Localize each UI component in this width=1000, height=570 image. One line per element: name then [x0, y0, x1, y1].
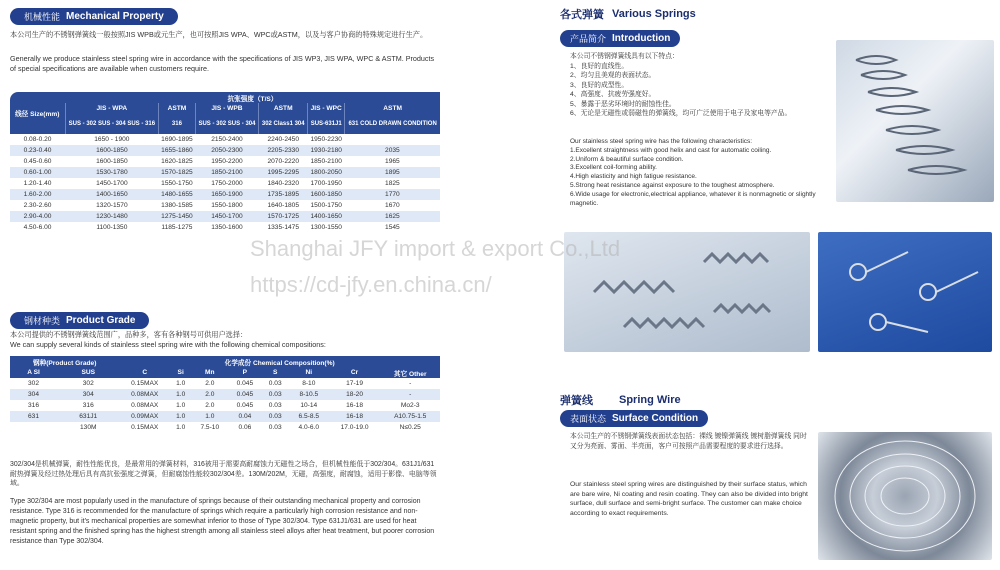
table-cell: 0.60-1.00	[23, 169, 52, 176]
table-cell: 1480-1655	[161, 191, 193, 198]
table-cell: 18-20	[346, 391, 364, 398]
mech-col-h1: JIS - WPC	[308, 103, 345, 114]
table-row	[10, 378, 440, 389]
table-cell: Mo2-3	[400, 402, 420, 409]
wire-para-cn: 本公司生产的不锈钢弹簧线表面状态包括：裸线 镀镍弹簧线 镀树脂弹簧线 同时又分为亮面、雾面、半亮面，客户可按照产品需要程度的要求进行选择。	[570, 433, 807, 450]
table-cell: 631J1	[79, 413, 98, 420]
table-cell: 1600-1850	[310, 191, 342, 198]
table-cell: 17.0-19.0	[340, 424, 369, 431]
table-cell: 1185-1275	[161, 224, 193, 231]
table-cell: 1650-1900	[211, 191, 243, 198]
grade-col-header: SUS	[81, 369, 96, 376]
table-cell: 2050-2300	[211, 147, 243, 154]
wire-coil-photo	[818, 432, 992, 560]
mech-col-h2: SUS - 302 SUS - 304 SUS - 316	[65, 114, 159, 134]
table-cell: 1770	[385, 191, 400, 198]
right-page	[500, 0, 1000, 570]
table-cell: 1950-2200	[211, 158, 243, 165]
surface-cn: 表面状态	[570, 414, 607, 424]
table-cell: 2205-2330	[267, 147, 299, 154]
table-row	[10, 189, 440, 200]
table-row	[10, 167, 440, 178]
grade-col-header: S	[273, 369, 278, 376]
table-cell: 1620-1825	[161, 158, 193, 165]
list-item: 6、无论是无磁性或弱磁性的弹簧线，均可广泛使用于电子及家电等产品。	[570, 110, 792, 117]
mech-col-h1: ASTM	[345, 103, 440, 114]
grade-col-header: Cr	[350, 369, 359, 376]
grade-title	[10, 312, 149, 329]
table-cell: 1655-1860	[161, 147, 193, 154]
table-cell: 1400-1650	[96, 191, 128, 198]
table-cell: 1.0	[176, 402, 186, 409]
table-cell: 16-18	[346, 413, 364, 420]
grade-col-header: Mn	[205, 369, 215, 376]
grade-header: 钢种(Product Grade)	[33, 359, 97, 367]
table-cell: 0.045	[236, 380, 254, 387]
grade-col-header: 其它 Other	[393, 370, 427, 378]
spring-coil-icon	[836, 40, 994, 202]
grade-col-header: A SI	[27, 369, 40, 376]
list-item: 4、高强度、抗疲劳强度好。	[570, 91, 656, 98]
table-cell: 302	[28, 380, 40, 387]
table-cell: 1625	[385, 213, 400, 220]
table-row	[10, 156, 440, 167]
table-cell: 1895	[385, 169, 400, 176]
table-row	[10, 200, 440, 211]
table-cell: 1965	[385, 158, 400, 165]
table-cell: 1350-1600	[211, 224, 243, 231]
features-cn	[570, 52, 830, 119]
list-item: 4.High elasticity and high fatigue resistance.	[570, 173, 697, 181]
table-cell: 1.0	[176, 424, 186, 431]
mech-col-h2: 316	[159, 114, 195, 134]
list-item: 2、均匀且美观的表面状态。	[570, 72, 656, 79]
table-cell: 10-14	[300, 402, 318, 409]
table-cell: 1600-1850	[96, 158, 128, 165]
table-cell: 0.08MAX	[131, 391, 159, 398]
assorted-springs-photo	[564, 232, 810, 352]
list-item: 1.Excellent straightness with good helix and cast for automatic coiling.	[570, 146, 772, 154]
mech-col-h1: ASTM	[259, 103, 308, 114]
table-cell	[10, 422, 57, 433]
torsion-springs-photo	[818, 232, 992, 352]
table-cell: 1.60-2.00	[23, 191, 52, 198]
table-cell: 1.0	[205, 413, 215, 420]
table-cell: 7.5-10	[200, 424, 220, 431]
table-cell: 1570-1825	[161, 169, 193, 176]
mech-col-h2: SUS - 302 SUS - 304	[195, 114, 259, 134]
grade-col-header: C	[142, 369, 148, 376]
table-cell: -	[409, 391, 412, 398]
product-grade-table	[10, 356, 440, 433]
table-cell: A10.75-1.5	[394, 413, 427, 420]
table-cell: 0.08MAX	[131, 402, 159, 409]
table-cell: 16-18	[346, 402, 364, 409]
coil-spring-photo	[836, 40, 994, 202]
table-row	[10, 222, 440, 233]
table-cell: 1335-1475	[267, 224, 299, 231]
table-cell: 2070-2220	[267, 158, 299, 165]
features-en	[570, 138, 830, 208]
table-cell: 1100-1350	[96, 224, 128, 231]
table-cell: 2.0	[205, 391, 215, 398]
grade-col-header: P	[242, 369, 248, 376]
col-size-header: 线径 Size(mm)	[15, 111, 60, 118]
springs-title-en: Various Springs	[612, 8, 696, 20]
grade-col-header: Si	[177, 369, 184, 376]
tensile-strength-header: 抗张强度（T/S）	[227, 95, 278, 103]
table-cell: 1690-1895	[161, 136, 193, 143]
table-cell: 1600-1850	[96, 147, 128, 154]
features-en-header: Our stainless steel spring wire has the following characteristics:	[570, 138, 753, 145]
table-cell: 4.50-6.00	[23, 224, 52, 231]
table-row	[10, 400, 440, 411]
table-row	[10, 422, 440, 433]
table-cell: 316	[82, 402, 94, 409]
grade-note-cn: 302/304是机械弹簧，耐性性能优良，是最常用的弹簧材料，316被用于需要高耐腐蚀力无磁性之场合，但机械性能低于302/304。631J1/631耐热弹簧及经过热处理后具有高抗张强度之弹簧，但耐腐蚀性能较302/304差。130M/202M，无磁，高强度，耐腐蚀，适用于影像、电脑等领域。	[10, 461, 437, 487]
table-cell: 1750-2000	[211, 180, 243, 187]
list-item: 6.Wide usage for electronic,electrical appliance, whatever it is nonmagnetic or slightly magnetic.	[570, 190, 816, 207]
surface-en: Surface Condition	[612, 413, 699, 424]
grade-title-cn: 钢材种类	[24, 316, 61, 326]
table-cell: 0.03	[268, 413, 282, 420]
table-cell: 1670	[385, 202, 400, 209]
table-cell	[345, 134, 440, 145]
table-cell: 2.0	[205, 380, 215, 387]
table-cell: 0.03	[268, 380, 282, 387]
table-row	[10, 134, 440, 145]
table-cell: 316	[28, 402, 40, 409]
table-cell: 1.20-1.40	[23, 180, 52, 187]
mech-para-en: Generally we produce stainless steel spring wire in accordance with the specifications of JIS WP3, JIS WPA, WPC & ASTM. Products of special specifications are available when customers require.	[10, 54, 435, 73]
grade-para-en: We can supply several kinds of stainless steel spring wire with the following chemical compositions:	[10, 340, 326, 349]
mech-col-h1: JIS - WPA	[65, 103, 159, 114]
table-cell: 0.06	[238, 424, 252, 431]
table-cell: 1850-2100	[211, 169, 243, 176]
table-cell: 304	[28, 391, 40, 398]
table-cell: 0.09MAX	[131, 413, 159, 420]
table-cell: 1275-1450	[161, 213, 193, 220]
table-cell: 1380-1585	[161, 202, 193, 209]
list-item: 5.Strong heat resistance against exposure to the toughest atmosphere.	[570, 181, 775, 189]
watermark-url: https://cd-jfy.en.china.cn/	[250, 272, 492, 297]
surface-title	[560, 410, 708, 427]
list-item: 3、良好的成型性。	[570, 81, 629, 89]
mech-title	[10, 8, 178, 25]
table-cell: 0.45-0.60	[23, 158, 52, 165]
table-cell: 1400-1650	[310, 213, 342, 220]
table-cell: N≤0.25	[399, 424, 421, 431]
mech-col-h1: JIS - WPB	[195, 103, 259, 114]
table-cell: 1.0	[176, 413, 186, 420]
table-cell: 0.23-0.40	[23, 147, 52, 154]
table-cell: 1930-2180	[310, 147, 342, 154]
table-cell: 304	[82, 391, 94, 398]
table-cell: 1550-1750	[161, 180, 193, 187]
table-cell: 1700-1950	[310, 180, 342, 187]
table-cell: 0.03	[268, 391, 282, 398]
table-cell: 1735-1895	[267, 191, 299, 198]
mech-para-cn: 本公司生产的不锈钢弹簧线一般按照JIS WPB或元生产，也可按照JIS WPA、WPC或ASTM，以及与客户协商的特殊规定进行生产。	[10, 30, 428, 39]
table-cell: 0.15MAX	[131, 424, 159, 431]
table-cell: 0.03	[268, 424, 282, 431]
table-cell: 1650 - 1900	[94, 136, 130, 143]
mech-col-h1: ASTM	[159, 103, 195, 114]
springs-title	[560, 6, 696, 22]
table-cell: 2.30-2.60	[23, 202, 52, 209]
wire-para-en: Our stainless steel spring wires are distinguished by their surface status, which are bare wire, Ni coating and resin coating. They can also be divided into bright surface, dull surface and semi-bright surface. The customer can make choice according to exact requirements.	[570, 481, 808, 517]
mech-title-cn: 机械性能	[24, 12, 61, 22]
table-cell: 1530-1780	[96, 169, 128, 176]
table-row	[10, 145, 440, 156]
table-cell: -	[409, 380, 412, 387]
table-cell: 17-19	[346, 380, 364, 387]
table-cell: 1550-1800	[211, 202, 243, 209]
table-cell: 8-10	[302, 380, 316, 387]
composition-header: 化学成份 Chemical Composition(%)	[224, 359, 335, 367]
table-cell: 1450-1700	[211, 213, 243, 220]
intro-title	[560, 30, 680, 47]
mech-col-h2: SUS-631J1	[308, 114, 345, 134]
table-cell: 130M	[79, 424, 97, 431]
table-cell: 0.15MAX	[131, 380, 159, 387]
table-cell: 4.0-6.0	[298, 424, 320, 431]
table-cell: 0.03	[268, 402, 282, 409]
table-cell: 1950-2230	[310, 136, 342, 143]
table-cell: 302	[82, 380, 94, 387]
mech-title-en: Mechanical Property	[66, 11, 164, 22]
list-item: 1、良好的直线性。	[570, 62, 629, 70]
table-row	[10, 389, 440, 400]
table-cell: 2035	[385, 147, 400, 154]
table-cell: 0.04	[238, 413, 252, 420]
table-cell: 1230-1480	[96, 213, 128, 220]
intro-cn: 产品简介	[570, 34, 607, 44]
table-cell: 2150-2400	[211, 136, 243, 143]
table-cell: 1545	[385, 224, 400, 231]
grade-col-header: Ni	[305, 369, 313, 376]
table-cell: 1320-1570	[96, 202, 128, 209]
table-cell: 1450-1700	[96, 180, 128, 187]
wire-coil-icon	[818, 432, 992, 560]
wire-title-cn: 弹簧线	[560, 395, 593, 407]
table-row	[10, 178, 440, 189]
springs-title-cn: 各式弹簧	[560, 9, 604, 21]
table-cell: 0.045	[236, 391, 254, 398]
torsion-spring-icon	[818, 232, 992, 352]
table-row	[10, 411, 440, 422]
table-cell: 1850-2100	[310, 158, 342, 165]
table-cell: 8-10.5	[299, 391, 319, 398]
table-cell: 1500-1750	[310, 202, 342, 209]
table-cell: 631	[28, 413, 40, 420]
springs-icon	[564, 232, 810, 352]
mech-col-h2: 302 Class1 304	[259, 114, 308, 134]
list-item: 2.Uniform & beautiful surface condition.	[570, 155, 684, 163]
table-cell: 6.5-8.5	[298, 413, 320, 420]
table-cell: 1825	[385, 180, 400, 187]
intro-en: Introduction	[612, 33, 671, 44]
table-row	[10, 211, 440, 222]
wire-title-en: Spring Wire	[619, 394, 681, 406]
wire-title	[560, 392, 681, 408]
features-cn-header: 本公司不锈钢弹簧线具有以下特点：	[570, 53, 679, 60]
table-cell: 1.0	[176, 391, 186, 398]
watermark-company: Shanghai JFY import & export Co.,Ltd	[250, 236, 621, 261]
mechanical-property-table	[10, 92, 440, 233]
table-cell: 1640-1805	[267, 202, 299, 209]
table-cell: 1840-2320	[267, 180, 299, 187]
table-cell: 0.08-0.20	[23, 136, 52, 143]
grade-note-en: Type 302/304 are most popularly used in the manufacture of springs because of their outstanding mechanical property and corrosion resistance. Type 316 is recommended for the manufacture of springs which require a particularly high corrosion resistance and non-magnetic property, but it's mechanical properties are somewhat inferior to those of Type 302/304. Type 631J1/631 are used for heat resistant spring and the finished spring has the highest strength among all stainless steel alloys after heat treatment, but poorer corrosion resistance than Type 302/304.	[10, 498, 435, 545]
list-item: 5、暴露于恶劣环境时的耐蚀性佳。	[570, 100, 676, 108]
table-cell: 1570-1725	[267, 213, 299, 220]
list-item: 3.Excellent coil-forming ability.	[570, 164, 657, 172]
table-cell: 2.90-4.00	[23, 213, 52, 220]
table-cell: 1800-2050	[310, 169, 342, 176]
table-cell: 1300-1550	[310, 224, 342, 231]
grade-title-en: Product Grade	[66, 315, 136, 326]
mech-col-h2: 631 COLD DRAWN CONDITION	[345, 114, 440, 134]
table-cell: 1.0	[176, 380, 186, 387]
table-cell: 0.045	[236, 402, 254, 409]
grade-para-cn: 本公司提供的不锈钢弹簧线范围广，品种多，客有各种钢号可供用户选择：	[10, 330, 248, 339]
table-cell: 2.0	[205, 402, 215, 409]
table-cell: 1995-2295	[267, 169, 299, 176]
table-cell: 2240-2450	[267, 136, 299, 143]
